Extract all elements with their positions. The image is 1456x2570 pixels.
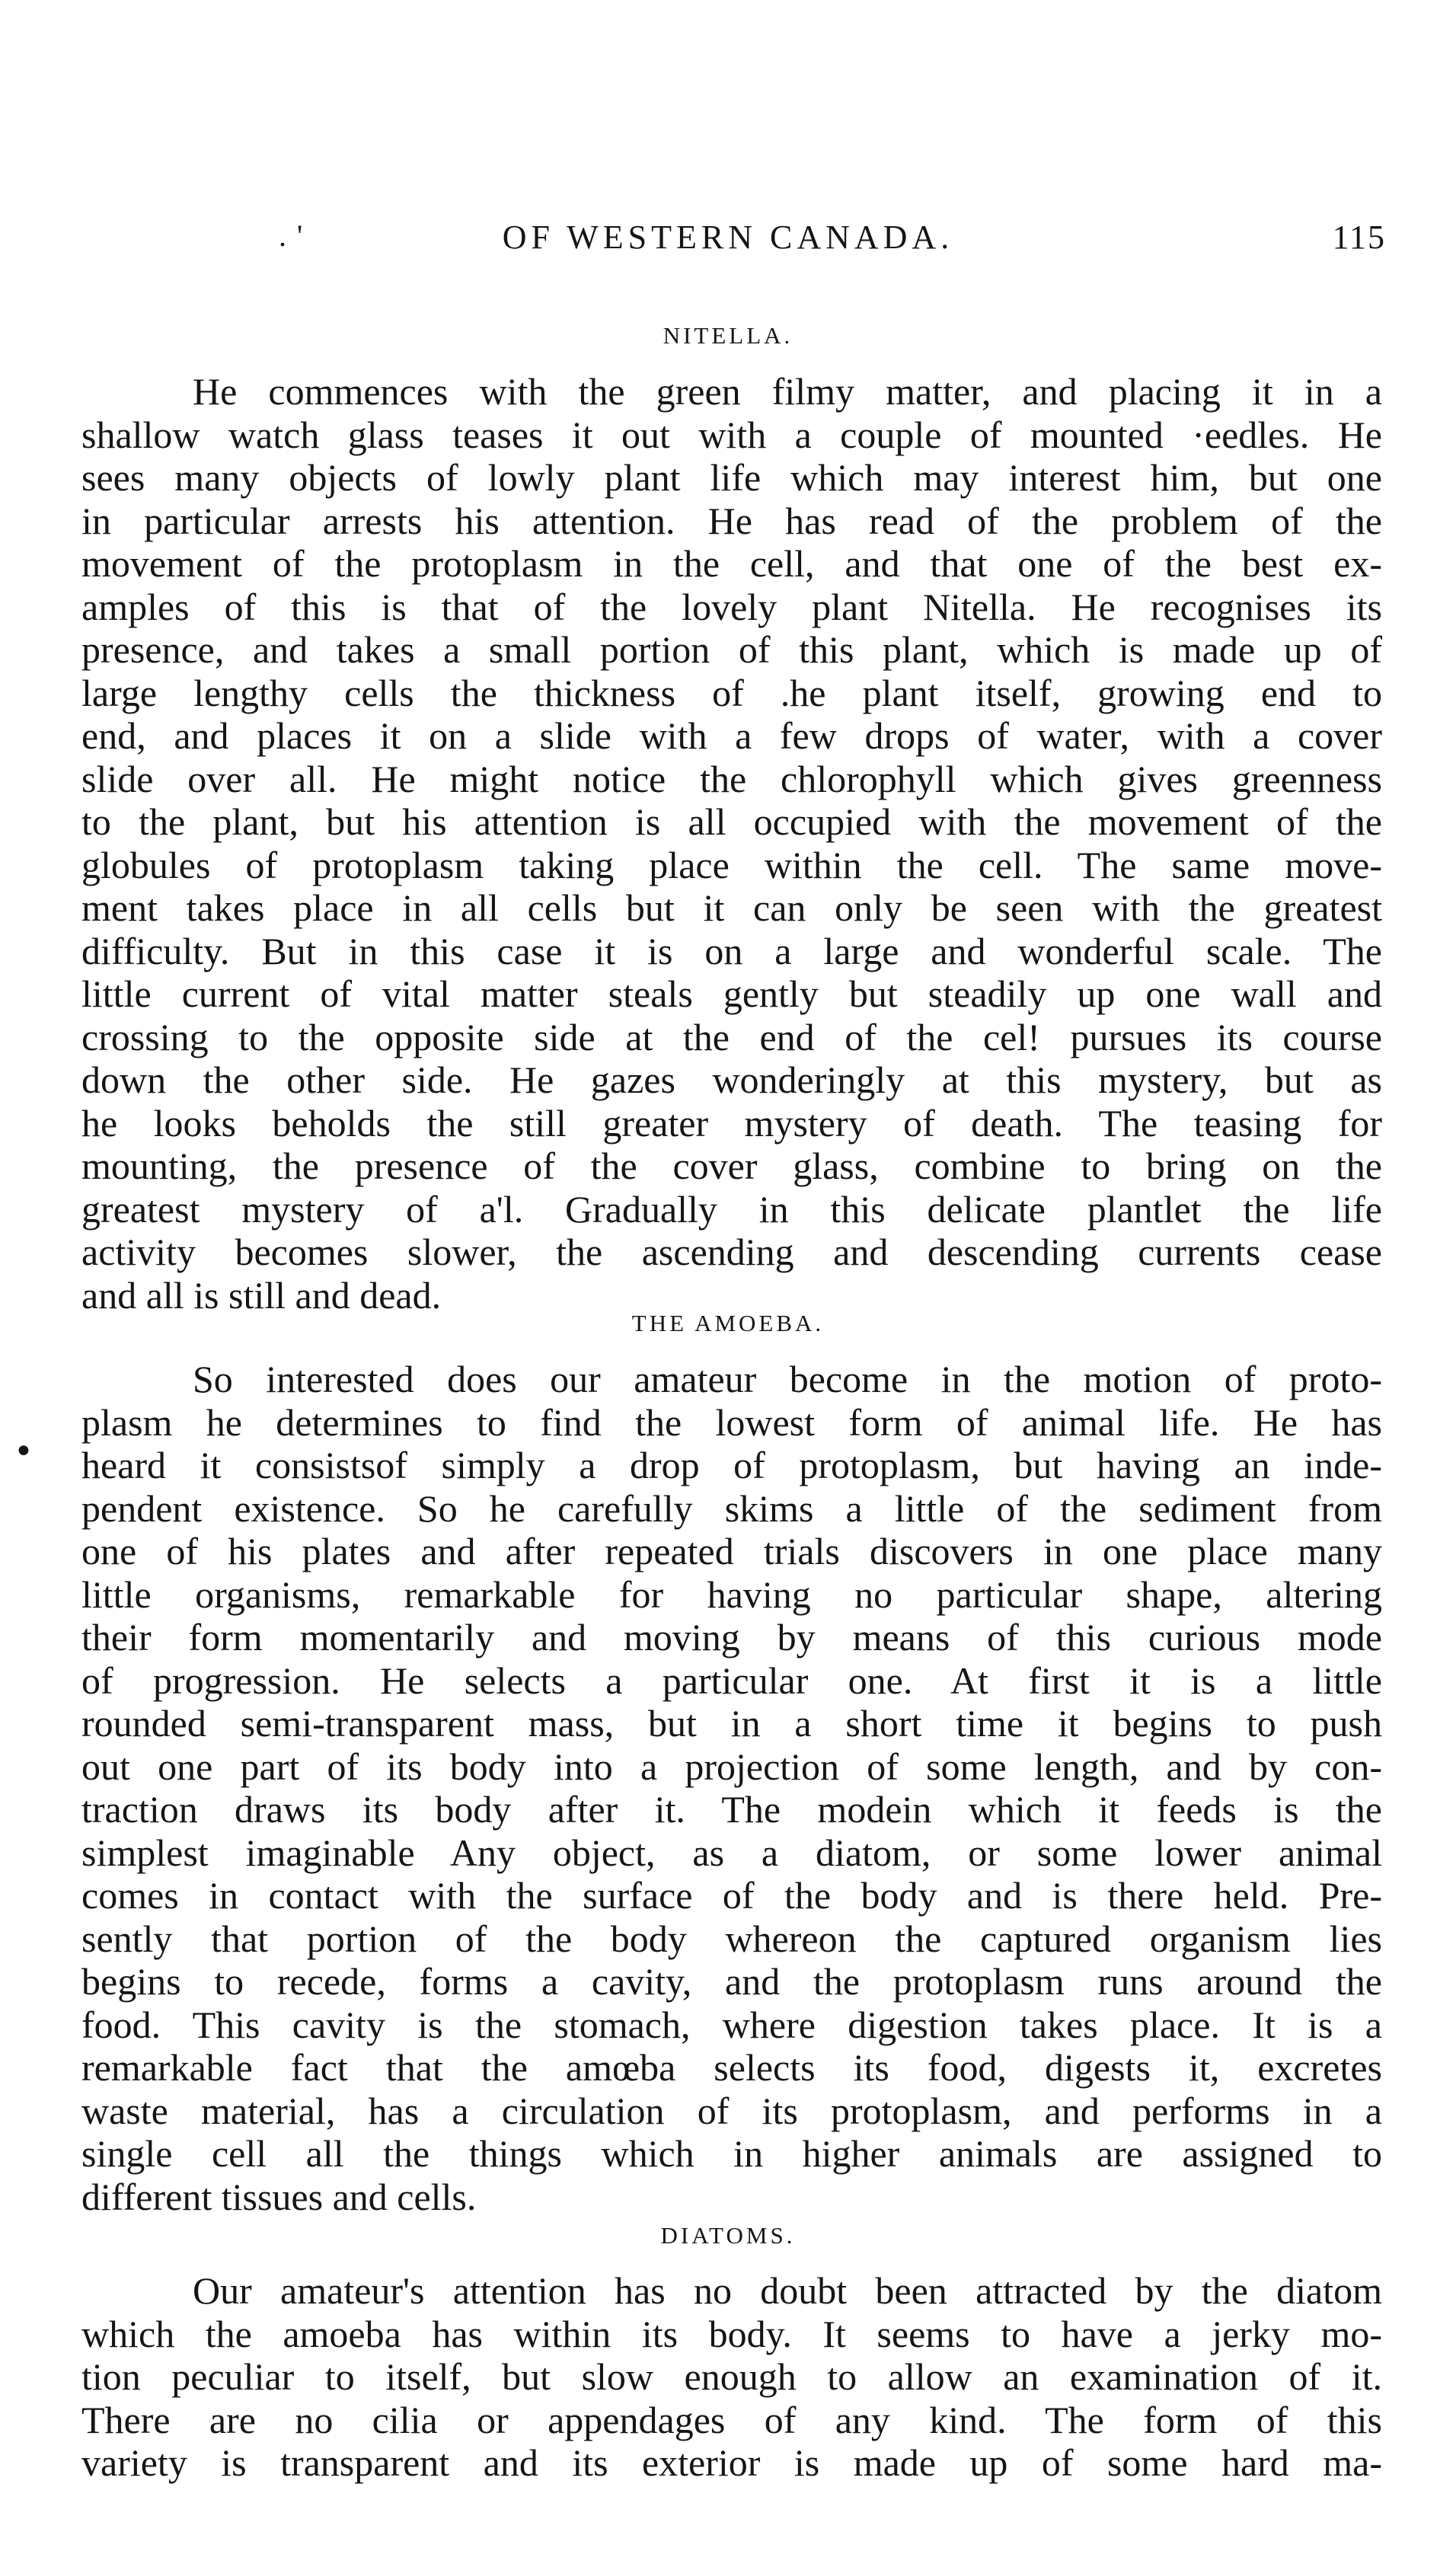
text-line: sees many objects of lowly plant life which may interest him, but one: [81, 456, 1382, 499]
margin-bullet: •: [14, 1432, 34, 1471]
text-line: single cell all the things which in higher animals are assigned to: [81, 2132, 1382, 2175]
text-line: mounting, the presence of the cover glass, combine to bring on the: [81, 1145, 1382, 1187]
page-number: 115: [1332, 219, 1386, 256]
text-line: crossing to the opposite side at the end of the cel! pursues its course: [81, 1015, 1382, 1058]
text-line: sently that portion of the body whereon the captured organism lies: [81, 1917, 1382, 1960]
text-line: There are no cilia or appendages of any kind. The form of this: [81, 2398, 1382, 2441]
text-line: remarkable fact that the amœba selects its food, digests it, excretes: [81, 2046, 1382, 2089]
text-line: ment takes place in all cells but it can only be seen with the greatest: [81, 886, 1382, 929]
printer-mark: . ': [279, 219, 305, 253]
text-line: slide over all. He might notice the chlorophyll which gives greenness: [81, 757, 1382, 800]
text-line: end, and places it on a slide with a few drops of water, with a cover: [81, 714, 1382, 757]
text-line: Our amateur's attention has no doubt been attracted by the diatom: [193, 2269, 1382, 2312]
section-body-nitella: [81, 370, 1382, 1317]
section-heading-diatoms: DIATOMS.: [660, 2222, 796, 2249]
text-line: little organisms, remarkable for having no particular shape, altering: [81, 1572, 1382, 1616]
text-line: variety is transparent and its exterior is made up of some hard ma-: [81, 2441, 1382, 2484]
text-line: greatest mystery of a'l. Gradually in this delicate plantlet the life: [81, 1187, 1382, 1231]
text-line: different tissues and cells.: [81, 2175, 477, 2218]
text-line: large lengthy cells the thickness of .he plant itself, growing end to: [81, 671, 1382, 714]
text-line: out one part of its body into a projection of some length, and by con-: [81, 1745, 1382, 1788]
text-line: globules of protoplasm taking place within the cell. The same move-: [81, 843, 1382, 886]
text-line: amples of this is that of the lovely plant Nitella. He recognises its: [81, 585, 1382, 628]
text-line: down the other side. He gazes wonderingly at this mystery, but as: [81, 1058, 1382, 1101]
text-line: shallow watch glass teases it out with a couple of mounted ·eedles. He: [81, 413, 1382, 456]
text-line: traction draws its body after it. The modein which it feeds is the: [81, 1788, 1382, 1831]
running-head: [0, 218, 1456, 263]
running-title: OF WESTERN CANADA.: [502, 219, 954, 256]
text-line: pendent existence. So he carefully skims a little of the sediment from: [81, 1486, 1382, 1530]
text-line: their form momentarily and moving by means of this curious mode: [81, 1616, 1382, 1659]
section-body-diatoms: [81, 2269, 1382, 2485]
text-line: he looks beholds the still greater mystery of death. The teasing for: [81, 1101, 1382, 1145]
text-line: in particular arrests his attention. He has read of the problem of the: [81, 499, 1382, 542]
text-line: begins to recede, forms a cavity, and the protoplasm runs around the: [81, 1960, 1382, 2003]
text-line: one of his plates and after repeated trials discovers in one place many: [81, 1530, 1382, 1572]
text-line: plasm he determines to find the lowest form of animal life. He has: [81, 1400, 1382, 1444]
section-body-amoeba: [81, 1358, 1382, 2218]
text-line: tion peculiar to itself, but slow enough to allow an examination of it.: [81, 2355, 1382, 2398]
text-line: He commences with the green filmy matter, and placing it in a: [193, 370, 1382, 413]
text-line: waste material, has a circulation of its protoplasm, and performs in a: [81, 2089, 1382, 2132]
text-line: and all is still and dead.: [81, 1273, 442, 1317]
section-heading-nitella: NITELLA.: [663, 322, 793, 349]
text-line: of progression. He selects a particular one. At first it is a little: [81, 1659, 1382, 1702]
text-line: presence, and takes a small portion of this plant, which is made up of: [81, 628, 1382, 671]
section-heading-amoeba: THE AMOEBA.: [631, 1310, 825, 1336]
text-line: comes in contact with the surface of the body and is there held. Pre-: [81, 1874, 1382, 1917]
text-line: heard it consistsof simply a drop of protoplasm, but having an inde-: [81, 1444, 1382, 1486]
text-line: which the amoeba has within its body. It seems to have a jerky mo-: [81, 2312, 1382, 2355]
text-line: difficulty. But in this case it is on a large and wonderful scale. The: [81, 929, 1382, 972]
text-line: food. This cavity is the stomach, where digestion takes place. It is a: [81, 2003, 1382, 2046]
text-line: to the plant, but his attention is all occupied with the movement of the: [81, 800, 1382, 843]
text-line: simplest imaginable Any object, as a diatom, or some lower animal: [81, 1831, 1382, 1874]
text-line: activity becomes slower, the ascending and descending currents cease: [81, 1231, 1382, 1273]
text-line: little current of vital matter steals gently but steadily up one wall and: [81, 972, 1382, 1015]
text-line: So interested does our amateur become in the motion of proto-: [193, 1358, 1382, 1400]
text-line: rounded semi-transparent mass, but in a short time it begins to push: [81, 1702, 1382, 1745]
text-line: movement of the protoplasm in the cell, and that one of the best ex-: [81, 542, 1382, 585]
